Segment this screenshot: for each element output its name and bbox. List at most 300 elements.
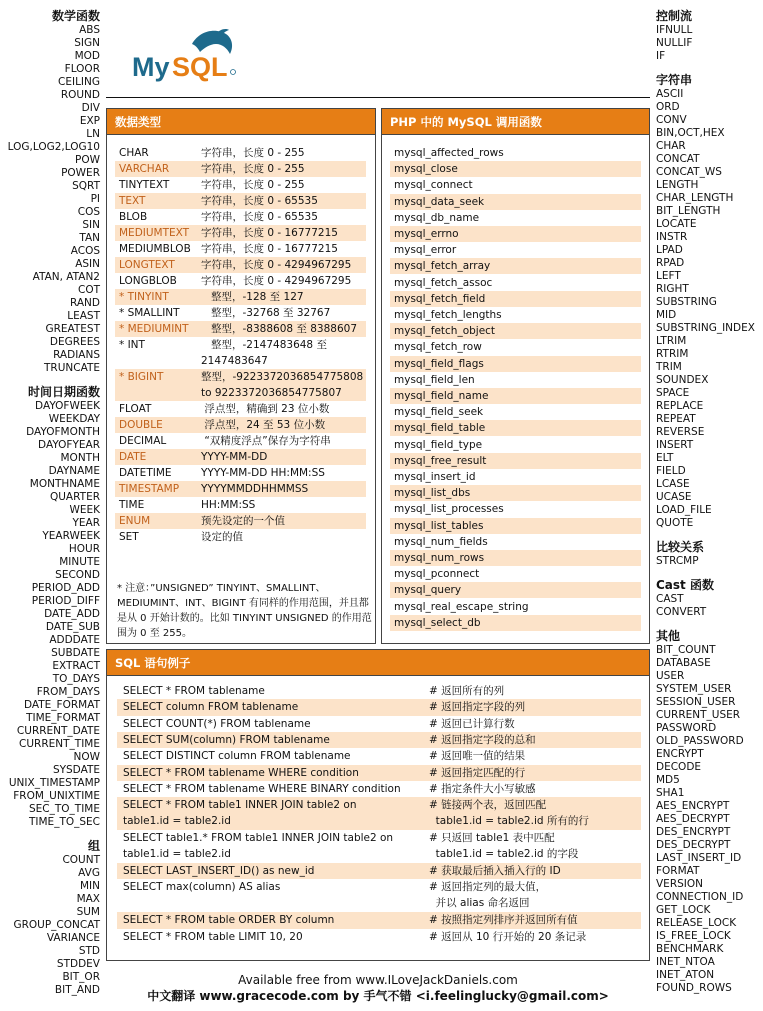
sql-comment-line: # 返回所有的列 xyxy=(429,685,505,697)
math-function-item: CEILING xyxy=(58,76,100,88)
sql-comment xyxy=(429,781,639,797)
group-function-heading: 组 xyxy=(87,839,100,853)
other-function-item: FOUND_ROWS xyxy=(656,982,732,994)
sql-query xyxy=(123,765,423,781)
math-function-item: POW xyxy=(75,154,100,166)
datatype-name: LONGBLOB xyxy=(119,275,177,287)
sql-example-row xyxy=(117,912,641,928)
php-function-item: mysql_field_type xyxy=(394,438,483,451)
string-function-item: CONV xyxy=(656,114,687,126)
datatype-row xyxy=(115,449,366,465)
math-function-item: DIV xyxy=(81,102,100,114)
compare-function-item: STRCMP xyxy=(656,555,699,567)
other-function-item: INET_NTOA xyxy=(656,956,715,968)
sql-query-line: SELECT * FROM tablename xyxy=(123,685,265,697)
control-function-item: NULLIF xyxy=(656,37,693,49)
other-function-item: SHA1 xyxy=(656,787,685,799)
math-function-item: COS xyxy=(77,206,100,218)
sql-query-line: SELECT LAST_INSERT_ID() as new_id xyxy=(123,865,315,878)
math-function-item: LN xyxy=(86,128,100,140)
sql-example-row xyxy=(117,716,641,732)
datatype-row xyxy=(115,433,366,449)
sql-comment xyxy=(429,732,639,748)
php-function-item: mysql_list_tables xyxy=(390,518,641,534)
sql-comment-line: # 返回指定匹配的行 xyxy=(429,766,526,779)
cast-function-heading: Cast 函数 xyxy=(656,578,714,592)
datatype-row xyxy=(115,193,366,209)
datatype-desc: 整型，-2147483648 至 xyxy=(201,339,327,351)
date-function-item: MONTH xyxy=(60,452,100,464)
math-function-item: ABS xyxy=(79,24,100,36)
sql-comment xyxy=(429,912,639,928)
sql-example-row xyxy=(117,863,641,879)
php-function-item: mysql_pconnect xyxy=(394,568,480,581)
datatype-desc: YYYY-MM-DD HH:MM:SS xyxy=(201,467,325,479)
math-function-item: TAN xyxy=(79,232,100,244)
php-function-item: mysql_fetch_array xyxy=(390,258,641,274)
datatype-name: * MEDIUMINT xyxy=(119,323,189,335)
datatype-desc: YYYYMMDDHHMMSS xyxy=(201,483,309,495)
footer-source: Available free from www.ILoveJackDaniels.com xyxy=(238,973,518,987)
datatype-desc: 字符串，长度 0 - 16777215 xyxy=(201,243,338,255)
other-function-item: INET_ATON xyxy=(656,969,715,981)
sql-comment xyxy=(429,830,639,862)
sql-comment-line: # 指定条件大小写敏感 xyxy=(429,782,536,795)
sql-comment-line: # 按照指定列排序并返回所有值 xyxy=(429,914,578,927)
string-function-item: ASCII xyxy=(656,88,684,100)
group-function-item: STD xyxy=(78,945,100,957)
math-function-item: TRUNCATE xyxy=(44,362,100,374)
datatype-desc: 设定的值 xyxy=(201,531,243,543)
datatype-desc: 整型，-32768 至 32767 xyxy=(201,307,331,319)
datatype-name: * SMALLINT xyxy=(119,307,180,319)
datatype-row xyxy=(115,241,366,257)
date-function-item: MONTHNAME xyxy=(29,478,100,490)
other-function-item: VERSION xyxy=(656,878,703,890)
datatype-row xyxy=(115,481,366,497)
datatype-name: MEDIUMBLOB xyxy=(119,243,191,255)
string-function-item: BIN,OCT,HEX xyxy=(656,127,725,139)
other-function-item: FORMAT xyxy=(656,865,700,877)
sql-query-line: SELECT table1.* FROM table1 INNER JOIN table2 on xyxy=(123,832,394,845)
datatype-desc: 字符串，长度 0 - 4294967295 xyxy=(201,275,352,287)
other-function-item: PASSWORD xyxy=(656,722,717,734)
string-function-item: CONCAT_WS xyxy=(656,166,722,178)
date-function-heading: 时间日期函数 xyxy=(27,385,100,399)
control-function-heading: 控制流 xyxy=(656,9,693,23)
php-function-item: mysql_query xyxy=(390,582,641,598)
date-function-item: SECOND xyxy=(55,569,100,581)
datatype-row xyxy=(115,417,366,433)
datatype-row xyxy=(115,225,366,241)
datatype-name: CHAR xyxy=(119,147,149,159)
date-function-item: TIME_TO_SEC xyxy=(28,816,100,828)
datatype-name: TIME xyxy=(119,499,145,511)
other-function-item: CONNECTION_ID xyxy=(656,891,744,903)
cast-function-item: CAST xyxy=(656,593,684,605)
sql-query xyxy=(123,912,423,928)
other-function-item: DES_DECRYPT xyxy=(656,839,731,851)
date-function-item: TO_DAYS xyxy=(52,673,100,685)
other-function-item: SYSTEM_USER xyxy=(656,683,732,695)
sql-comment-line: # 返回指定字段的总和 xyxy=(429,733,536,746)
sql-query xyxy=(123,929,423,945)
sql-query-line: table1.id = table2.id xyxy=(123,815,231,828)
other-function-item: CURRENT_USER xyxy=(656,709,741,721)
svg-text:My: My xyxy=(132,52,170,82)
math-function-item: ASIN xyxy=(75,258,100,270)
math-function-item: GREATEST xyxy=(45,323,100,335)
other-function-item: RELEASE_LOCK xyxy=(656,917,737,929)
datatype-name: BLOB xyxy=(119,211,148,223)
footer xyxy=(106,972,650,1004)
string-function-heading: 字符串 xyxy=(656,73,693,87)
datatype-desc: 整型，-9223372036854775808 xyxy=(201,371,364,383)
math-function-item: ACOS xyxy=(70,245,100,257)
php-function-item: mysql_list_processes xyxy=(394,503,504,516)
datatype-row xyxy=(115,529,366,545)
datatype-row xyxy=(115,145,366,161)
right-function-index xyxy=(656,6,763,995)
other-function-item: AES_ENCRYPT xyxy=(656,800,730,812)
date-function-item: QUARTER xyxy=(49,491,100,503)
sql-comment-line: # 返回已计算行数 xyxy=(429,717,515,730)
datatype-row xyxy=(115,369,366,401)
datatype-name: ENUM xyxy=(119,515,151,527)
sql-query-line: SELECT * FROM tablename WHERE BINARY condition xyxy=(123,782,401,795)
control-function-item: IF xyxy=(656,50,666,62)
string-function-item: LENGTH xyxy=(656,179,699,191)
other-function-item: ENCRYPT xyxy=(656,748,704,760)
date-function-item: SEC_TO_TIME xyxy=(28,803,100,815)
sql-comment xyxy=(429,683,639,699)
date-function-item: SUBDATE xyxy=(51,647,100,659)
datatype-row xyxy=(115,513,366,529)
php-function-item: mysql_field_flags xyxy=(390,356,641,372)
string-function-item: REVERSE xyxy=(656,426,705,438)
sql-query xyxy=(123,732,423,748)
math-function-item: PI xyxy=(90,193,100,205)
datatype-row xyxy=(115,497,366,513)
sql-query-line: SELECT * FROM table1 INNER JOIN table2 on xyxy=(123,799,357,812)
datatype-desc: “双精度浮点”保存为字符串 xyxy=(201,435,331,447)
php-function-item: mysql_fetch_object xyxy=(390,323,641,339)
php-function-item: mysql_fetch_assoc xyxy=(394,276,493,289)
datatype-desc-cont: 2147483647 xyxy=(201,355,268,367)
datatypes-note: * 注意：”UNSIGNED” TINYINT、SMALLINT、MEDIUMINT、INT、BIGINT 有同样的作用范围，并且都是从 0 开始计数的。比如 TINYINT UNSIGNED 的作用范围为 0 至 255。 xyxy=(117,583,372,639)
footer-translation: 中文翻译 www.gracecode.com by 手气不错 <i.feelinglucky@gmail.com> xyxy=(147,989,609,1003)
sql-query-line: SELECT max(column) AS alias xyxy=(123,881,281,894)
php-function-item: mysql_list_dbs xyxy=(390,485,641,501)
datatype-row xyxy=(115,257,366,273)
string-function-item: UCASE xyxy=(656,491,692,503)
sql-query-line: SELECT * FROM table LIMIT 10, 20 xyxy=(123,930,303,943)
date-function-item: DAYNAME xyxy=(48,465,100,477)
sql-query xyxy=(123,830,423,862)
php-function-item: mysql_fetch_field xyxy=(390,291,641,307)
group-function-item: COUNT xyxy=(62,854,100,866)
sql-comment xyxy=(429,765,639,781)
datatype-desc: 整型，-8388608 至 8388607 xyxy=(201,323,358,335)
date-function-item: YEAR xyxy=(72,517,100,529)
control-function-item: IFNULL xyxy=(656,24,693,36)
php-function-item: mysql_fetch_row xyxy=(394,341,482,354)
php-function-item: mysql_free_result xyxy=(390,453,641,469)
other-function-item: DECODE xyxy=(656,761,702,773)
datatype-name: DATE xyxy=(119,451,147,463)
datatype-row xyxy=(115,337,366,369)
string-function-item: QUOTE xyxy=(656,517,694,529)
sql-comment-line: # 返回指定字段的列 xyxy=(429,701,526,714)
sql-example-row xyxy=(117,830,641,863)
datatype-name: SET xyxy=(119,531,139,543)
other-function-item: IS_FREE_LOCK xyxy=(656,930,731,942)
date-function-item: DATE_FORMAT xyxy=(23,699,100,711)
string-function-item: ELT xyxy=(656,452,674,464)
date-function-item: YEARWEEK xyxy=(42,530,100,542)
other-function-item: DATABASE xyxy=(656,657,711,669)
date-function-item: PERIOD_ADD xyxy=(31,582,100,594)
string-function-item: CONCAT xyxy=(656,153,700,165)
other-function-item: OLD_PASSWORD xyxy=(656,735,744,747)
datatype-desc: 字符串，长度 0 - 65535 xyxy=(201,211,318,223)
datatype-name: MEDIUMTEXT xyxy=(119,227,190,239)
datatype-row xyxy=(115,209,366,225)
group-function-item: AVG xyxy=(78,867,100,879)
sql-comment-line: # 返回从 10 行开始的 20 条记录 xyxy=(429,930,587,943)
sql-comment xyxy=(429,699,639,715)
date-function-item: DATE_ADD xyxy=(44,608,100,620)
datatype-name: TIMESTAMP xyxy=(119,483,180,495)
datatype-name: TINYTEXT xyxy=(119,179,170,191)
sql-comment xyxy=(429,879,639,911)
sql-comment-line: # 返回指定列的最大值， xyxy=(429,881,547,894)
other-function-item: SESSION_USER xyxy=(656,696,736,708)
string-function-item: SUBSTRING xyxy=(656,296,717,308)
datatype-row xyxy=(115,321,366,337)
date-function-item: WEEKDAY xyxy=(48,413,100,425)
group-function-item: STDDEV xyxy=(56,958,100,970)
sql-example-row xyxy=(117,683,641,699)
date-function-item: PERIOD_DIFF xyxy=(31,595,100,607)
php-function-item: mysql_close xyxy=(390,161,641,177)
math-function-heading: 数学函数 xyxy=(51,9,100,23)
php-function-item: mysql_field_table xyxy=(390,420,641,436)
date-function-item: TIME_FORMAT xyxy=(26,712,100,724)
php-function-item: mysql_real_escape_string xyxy=(394,600,529,613)
datatype-desc: 字符串，长度 0 - 4294967295 xyxy=(201,259,352,271)
sql-query xyxy=(123,781,423,797)
datatype-desc-cont: to 9223372036854775807 xyxy=(201,387,342,399)
string-function-item: REPEAT xyxy=(656,413,696,425)
datatype-row xyxy=(115,273,366,289)
datatype-name: DECIMAL xyxy=(119,435,167,447)
group-function-item: MIN xyxy=(79,880,100,892)
string-function-item: LCASE xyxy=(656,478,690,490)
sql-example-row xyxy=(117,929,641,945)
datatype-row xyxy=(115,161,366,177)
string-function-item: INSTR xyxy=(656,231,688,243)
datatype-desc: 整型，-128 至 127 xyxy=(201,291,304,303)
date-function-item: NOW xyxy=(73,751,100,763)
date-function-item: ADDDATE xyxy=(49,634,100,646)
php-function-item: mysql_field_name xyxy=(390,388,641,404)
date-function-item: HOUR xyxy=(68,543,100,555)
cast-function-item: CONVERT xyxy=(656,606,707,618)
math-function-item: SIGN xyxy=(74,37,100,49)
other-function-item: BIT_COUNT xyxy=(656,644,716,656)
php-function-item: mysql_connect xyxy=(394,179,473,192)
sql-query-line: table1.id = table2.id xyxy=(123,848,231,861)
php-function-item: mysql_num_fields xyxy=(394,535,488,548)
datatype-desc: 预先设定的一个值 xyxy=(201,515,285,527)
sql-query-line: SELECT column FROM tablename xyxy=(123,701,299,714)
other-function-item: AES_DECRYPT xyxy=(656,813,730,825)
sql-query xyxy=(123,716,423,732)
php-function-item: mysql_insert_id xyxy=(394,471,476,483)
datatype-name: TEXT xyxy=(119,195,146,207)
string-function-item: REPLACE xyxy=(656,400,704,412)
date-function-item: SYSDATE xyxy=(52,764,100,776)
date-function-item: FROM_DAYS xyxy=(36,686,100,698)
left-function-index xyxy=(0,6,100,997)
divider xyxy=(106,97,650,98)
sql-query xyxy=(123,797,423,829)
mysql-logo xyxy=(130,26,240,86)
sql-comment-line: table1.id = table2.id 所有的行 xyxy=(429,815,589,828)
other-function-item: USER xyxy=(656,670,685,682)
php-function-item: mysql_db_name xyxy=(394,211,480,224)
datatype-row xyxy=(115,177,366,193)
sql-query xyxy=(123,863,423,879)
datatype-desc: HH:MM:SS xyxy=(201,499,256,511)
sql-example-row xyxy=(117,781,641,797)
sql-examples-title: SQL 语句例子 xyxy=(107,650,649,676)
date-function-item: DAYOFMONTH xyxy=(26,426,100,438)
math-function-item: FLOOR xyxy=(64,63,100,75)
sql-example-row xyxy=(117,879,641,912)
string-function-item: FIELD xyxy=(656,465,686,477)
sql-query xyxy=(123,748,423,764)
sql-query xyxy=(123,879,423,895)
sql-example-row xyxy=(117,732,641,748)
datatype-desc: 字符串，长度 0 - 255 xyxy=(201,179,305,191)
sql-example-row xyxy=(117,748,641,764)
sql-query-line: SELECT * FROM table ORDER BY column xyxy=(123,914,335,927)
datatype-name: VARCHAR xyxy=(119,163,170,175)
sql-comment xyxy=(429,863,639,879)
other-function-item: LAST_INSERT_ID xyxy=(656,852,742,864)
group-function-item: BIT_OR xyxy=(62,971,100,983)
string-function-item: SOUNDEX xyxy=(656,374,709,386)
other-function-item: BENCHMARK xyxy=(656,943,724,955)
datatype-row xyxy=(115,305,366,321)
php-function-item: mysql_num_rows xyxy=(390,550,641,566)
datatype-desc: 字符串，长度 0 - 255 xyxy=(201,163,305,175)
compare-function-heading: 比较关系 xyxy=(656,540,705,554)
math-function-item: ATAN, ATAN2 xyxy=(32,271,100,283)
php-functions-title: PHP 中的 MySQL 调用函数 xyxy=(382,109,649,135)
datatypes-title: 数据类型 xyxy=(107,109,375,135)
date-function-item: FROM_UNIXTIME xyxy=(13,790,100,802)
string-function-item: LPAD xyxy=(656,244,683,256)
datatype-name: DATETIME xyxy=(119,467,172,479)
sql-comment-line: # 链接两个表，返回匹配 xyxy=(429,799,547,812)
math-function-item: SQRT xyxy=(72,180,100,192)
string-function-item: MID xyxy=(656,309,677,321)
string-function-item: RTRIM xyxy=(656,348,689,360)
other-function-item: DES_ENCRYPT xyxy=(656,826,731,838)
string-function-item: SUBSTRING_INDEX xyxy=(656,322,755,334)
math-function-item: RADIANS xyxy=(53,349,100,361)
datatype-name: * TINYINT xyxy=(119,291,169,303)
sql-query-line: SELECT COUNT(*) FROM tablename xyxy=(123,717,311,730)
date-function-item: MINUTE xyxy=(59,556,100,568)
group-function-item: BIT_AND xyxy=(54,984,100,996)
sql-comment-line: # 返回唯一值的结果 xyxy=(429,750,526,763)
math-function-item: RAND xyxy=(70,297,100,309)
other-function-item: GET_LOCK xyxy=(656,904,711,916)
datatype-desc: 浮点型，精确到 23 位小数 xyxy=(201,403,330,415)
php-function-item: mysql_error xyxy=(394,244,457,257)
sql-comment xyxy=(429,748,639,764)
string-function-item: TRIM xyxy=(656,361,682,373)
datatype-row xyxy=(115,465,366,481)
string-function-item: LOAD_FILE xyxy=(656,504,712,516)
datatypes-panel xyxy=(106,108,376,644)
sql-comment-line: table1.id = table2.id 的字段 xyxy=(429,848,579,861)
php-function-item: mysql_select_db xyxy=(390,615,641,631)
php-functions-panel xyxy=(381,108,650,644)
sql-query-line: SELECT * FROM tablename WHERE condition xyxy=(123,766,359,779)
math-function-item: DEGREES xyxy=(49,336,100,348)
math-function-item: LEAST xyxy=(67,310,100,322)
php-function-item: mysql_field_len xyxy=(394,373,475,386)
sql-query-line: SELECT SUM(column) FROM tablename xyxy=(123,733,330,746)
math-function-item: LOG,LOG2,LOG10 xyxy=(7,141,100,153)
sql-comment xyxy=(429,716,639,732)
string-function-item: BIT_LENGTH xyxy=(656,205,721,217)
datatype-row xyxy=(115,401,366,417)
date-function-item: CURRENT_DATE xyxy=(16,725,100,737)
string-function-item: ORD xyxy=(656,101,680,113)
group-function-item: VARIANCE xyxy=(46,932,100,944)
string-function-item: LEFT xyxy=(656,270,681,282)
string-function-item: LTRIM xyxy=(656,335,687,347)
string-function-item: INSERT xyxy=(656,439,694,451)
sql-query-line: SELECT DISTINCT column FROM tablename xyxy=(123,750,351,763)
string-function-item: RIGHT xyxy=(656,283,689,295)
php-function-item: mysql_affected_rows xyxy=(394,147,504,159)
math-function-item: EXP xyxy=(79,115,100,127)
datatype-name: * BIGINT xyxy=(119,371,164,383)
math-function-item: MOD xyxy=(74,50,100,62)
datatype-name: FLOAT xyxy=(119,403,152,415)
sql-comment-line: 并以 alias 命名返回 xyxy=(429,897,530,910)
date-function-item: DAYOFYEAR xyxy=(38,439,100,451)
group-function-item: GROUP_CONCAT xyxy=(13,919,100,931)
math-function-item: POWER xyxy=(61,167,100,179)
php-function-item: mysql_field_seek xyxy=(394,406,484,419)
date-function-item: UNIX_TIMESTAMP xyxy=(8,777,100,789)
sql-query xyxy=(123,699,423,715)
sql-example-row xyxy=(117,699,641,715)
php-function-item: mysql_data_seek xyxy=(390,194,641,210)
php-function-item: mysql_fetch_lengths xyxy=(394,309,502,321)
php-function-item: mysql_errno xyxy=(390,226,641,242)
math-function-item: ROUND xyxy=(60,89,100,101)
sql-comment xyxy=(429,929,639,945)
